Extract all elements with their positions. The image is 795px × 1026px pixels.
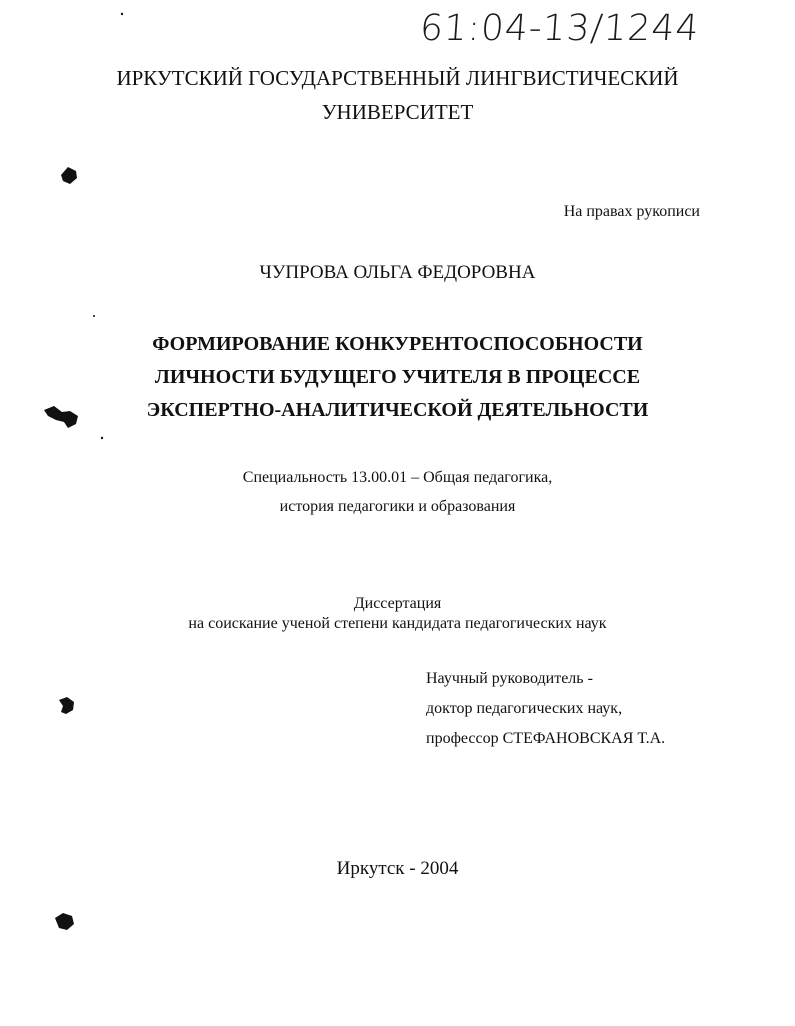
advisor-name: профессор СТЕФАНОВСКАЯ Т.А.: [426, 730, 666, 747]
advisor-degree: доктор педагогических наук,: [426, 700, 623, 717]
specialty-line-1: Специальность 13.00.01 – Общая педагогика,: [242, 469, 553, 486]
city-year: Иркутск - 2004: [336, 858, 459, 879]
scan-speck: [100, 436, 104, 440]
handwritten-archive-number: 61:04-13/1244: [418, 8, 701, 49]
scan-speck: [120, 12, 124, 16]
punch-hole-mark-top: [58, 164, 80, 186]
author-name: ЧУПРОВА ОЛЬГА ФЕДОРОВНА: [259, 262, 536, 283]
punch-hole-mark-middle: [55, 694, 77, 716]
dissertation-title-line-2: ЛИЧНОСТИ БУДУЩЕГО УЧИТЕЛЯ В ПРОЦЕССЕ: [154, 366, 641, 388]
punch-hole-mark-bottom: [52, 910, 76, 932]
advisor-label: Научный руководитель -: [426, 670, 593, 687]
dissertation-title-line-1: ФОРМИРОВАНИЕ КОНКУРЕНТОСПОСОБНОСТИ: [152, 333, 643, 355]
degree-statement: на соискание ученой степени кандидата педагогических наук: [188, 615, 607, 632]
specialty-line-2: история педагогики и образования: [279, 498, 516, 515]
dissertation-title-line-3: ЭКСПЕРТНО-АНАЛИТИЧЕСКОЙ ДЕЯТЕЛЬНОСТИ: [146, 399, 649, 421]
scan-speck: [92, 314, 96, 318]
manuscript-rights-note: На правах рукописи: [563, 203, 700, 220]
university-name-line-2: УНИВЕРСИТЕТ: [321, 100, 474, 124]
dissertation-label: Диссертация: [353, 595, 442, 612]
university-name-line-1: ИРКУТСКИЙ ГОСУДАРСТВЕННЫЙ ЛИНГВИСТИЧЕСКИЙ: [116, 66, 679, 90]
